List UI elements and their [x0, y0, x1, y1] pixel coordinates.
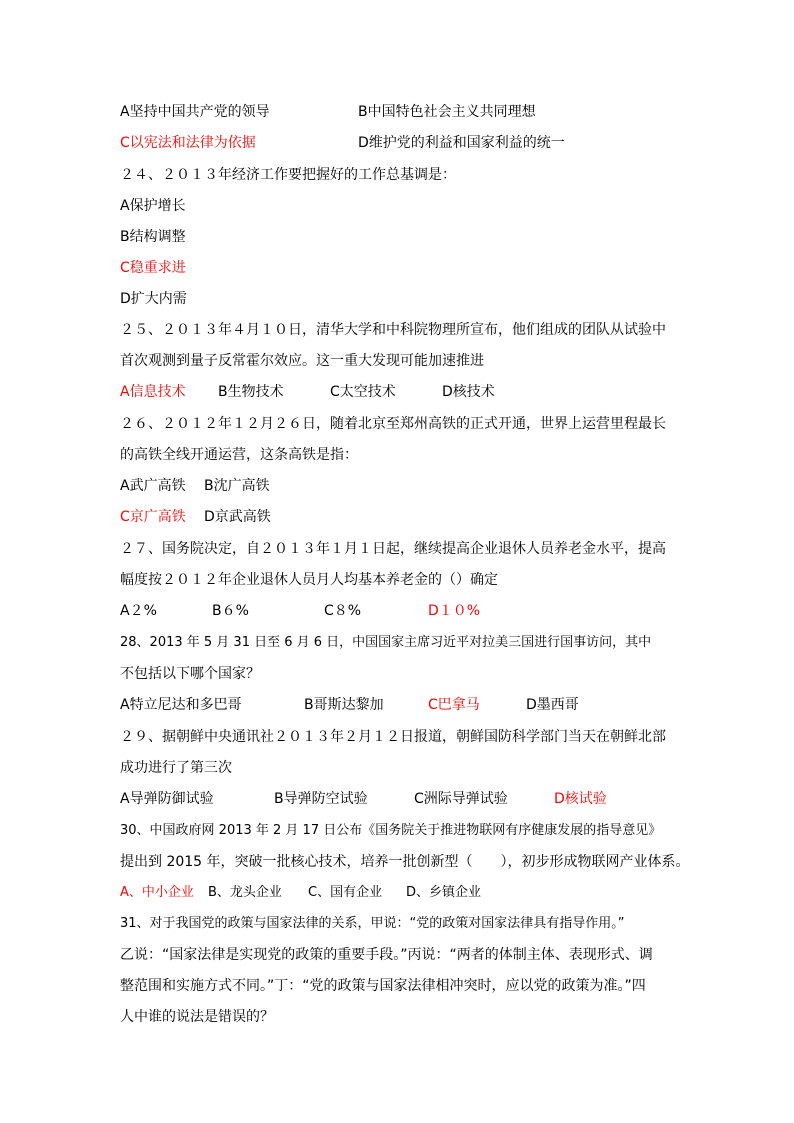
- q24-option-b: B结构调整: [120, 229, 186, 245]
- q26-question-line-2: 的高铁全线开通运营，这条高铁是指：: [120, 447, 358, 463]
- q29-question-line-2: 成功进行了第三次: [120, 760, 232, 776]
- q23-option-a: A坚持中国共产党的领导: [120, 104, 270, 120]
- q23-option-d: D维护党的利益和国家利益的统一: [358, 135, 565, 151]
- q30-option-a-answer: A、中小企业: [120, 885, 194, 900]
- q28-question-line-2: 不包括以下哪个国家？: [120, 666, 260, 682]
- q29-question-line-1: ２９、据朝鲜中央通讯社２０１３年２月１２日报道，朝鲜国防科学部门当天在朝鲜北部: [120, 729, 666, 745]
- q29-option-d-answer: D核试验: [554, 791, 607, 807]
- q25-option-b: B生物技术: [218, 384, 284, 400]
- q28-option-a: A特立尼达和多巴哥: [120, 697, 242, 713]
- q28-option-b: B哥斯达黎加: [304, 697, 384, 713]
- q24-option-c-answer: C稳重求进: [120, 260, 186, 276]
- q30-question-line-1: 30、中国政府网 2013 年 2 月 17 日公布《国务院关于推进物联网有序健康发展的指导意见》: [120, 823, 662, 838]
- q23-option-b: B中国特色社会主义共同理想: [358, 104, 536, 120]
- q24-option-a: A保护增长: [120, 198, 186, 214]
- q25-question-line-1: ２５、２０１３年４月１０日，清华大学和中科院物理所宣布，他们组成的团队从试验中: [120, 322, 666, 338]
- q30-question-line-2: 提出到 2015 年，突破一批核心技术，培养一批创新型（ ），初步形成物联网产业体系。: [120, 854, 690, 870]
- q30-option-b: B、龙头企业: [208, 885, 282, 900]
- q26-option-a: A武广高铁: [120, 478, 186, 494]
- q31-question-line-2: 乙说：“国家法律是实现党的政策的重要手段。”丙说：“两者的体制主体、表现形式、调: [120, 947, 653, 963]
- q25-option-c: C太空技术: [330, 384, 396, 400]
- q29-option-a: A导弹防御试验: [120, 791, 214, 807]
- q26-option-b: B沈广高铁: [204, 478, 270, 494]
- q27-question-line-2: 幅度按２０１２年企业退休人员月人均基本养老金的（）确定: [120, 572, 498, 588]
- q28-question-line-1: 28、2013 年 5 月 31 日至 6 月 6 日，中国国家主席习近平对拉美三国进行国事访问，其中: [120, 635, 652, 650]
- q26-option-c-answer: C京广高铁: [120, 509, 186, 525]
- q27-option-b: B６%: [212, 603, 249, 619]
- q31-question-line-1: 31、对于我国党的政策与国家法律的关系，甲说：“党的政策对国家法律具有指导作用。”: [120, 916, 625, 931]
- q31-question-line-3: 整范围和实施方式不同。”丁：“党的政策与国家法律相冲突时，应以党的政策为准。”四: [120, 978, 646, 994]
- q24-option-d: D扩大内需: [120, 291, 187, 307]
- q27-option-c: C８%: [324, 603, 362, 619]
- q30-option-c: C、国有企业: [308, 885, 383, 900]
- q27-question-line-1: ２７、国务院决定，自２０１３年１月１日起，继续提高企业退休人员养老金水平，提高: [120, 541, 666, 557]
- q30-option-d: D、乡镇企业: [406, 885, 482, 900]
- q24-question: ２４、２０１３年经济工作要把握好的工作总基调是：: [120, 167, 456, 183]
- q23-option-c-answer: C以宪法和法律为依据: [120, 135, 256, 151]
- q25-option-d: D核技术: [442, 384, 495, 400]
- q29-option-c: C洲际导弹试验: [414, 791, 508, 807]
- q28-option-c-answer: C巴拿马: [428, 697, 480, 713]
- q26-question-line-1: ２６、２０１２年１２月２６日，随着北京至郑州高铁的正式开通，世界上运营里程最长: [120, 416, 666, 432]
- q31-question-line-4: 人中谁的说法是错误的？: [120, 1009, 274, 1025]
- q29-option-b: B导弹防空试验: [274, 791, 368, 807]
- q27-option-d-answer: D１０%: [428, 603, 481, 619]
- q25-option-a-answer: A信息技术: [120, 384, 186, 400]
- q25-question-line-2: 首次观测到量子反常霍尔效应。这一重大发现可能加速推进: [120, 353, 484, 369]
- q26-option-d: D京武高铁: [204, 509, 271, 525]
- q28-option-d: D墨西哥: [526, 697, 579, 713]
- q27-option-a: A２%: [120, 603, 157, 619]
